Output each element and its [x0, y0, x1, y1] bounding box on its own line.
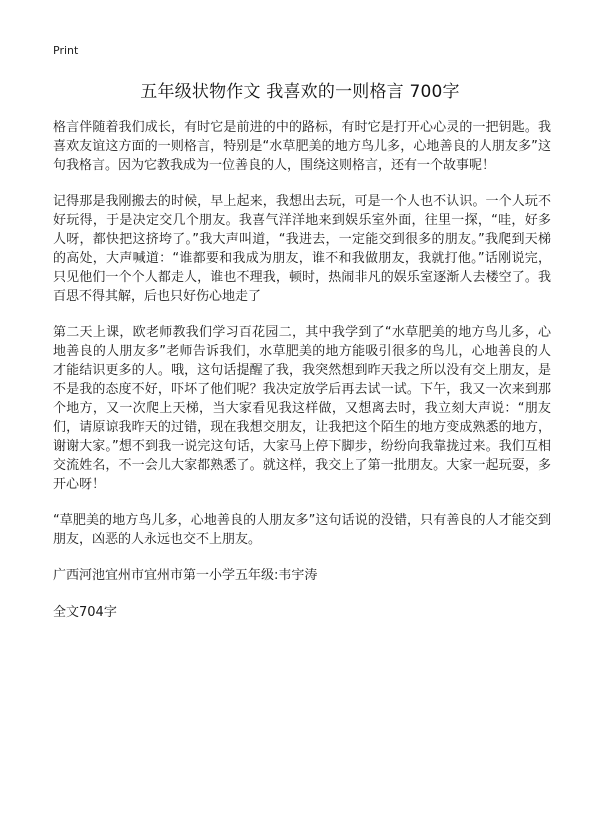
paragraph-3: 第二天上课，欧老师教我们学习百花园二，其中我学到了“水草肥美的地方鸟儿多，心地善良的人朋友多”老师告诉我们，水草肥美的地方能吸引很多的鸟儿，心地善良的人才能结识更多的人。哦，这句话提醒了我，我突然想到昨天我之所以没有交上朋友，是不是我的态度不好，吓坏了他们呢？我决定放学后再去试一试。下午，我又一次来到那个地方，又一次爬上天梯，当大家看见我这样做，又想离去时，我立刻大声说：“朋友们，请原谅我昨天的过错，现在我想交朋友，让我把这个陌生的地方变成熟悉的地方，谢谢大家。”想不到我一说完这句话，大家马上停下脚步，纷纷向我靠拢过来。我们互相交流姓名，不一会儿大家都熟悉了。就这样，我交上了第一批朋友。大家一起玩耍，多开心呀！ — [53, 325, 551, 492]
paragraph-2: 记得那是我刚搬去的时候，早上起来，我想出去玩，可是一个人也不认识。一个人玩不好玩得，于是决定交几个朋友。我喜气洋洋地来到娱乐室外面，往里一探，“哇，好多人呀，都快把这挤垮了。”我大声叫道，“我进去，一定能交到很多的朋友。”我爬到天梯的高处，大声喊道：“谁都要和我成为朋友，谁不和我做朋友，我就打他。”话刚说完，只见他们一个个人都走人，谁也不理我，顿时，热闹非凡的娱乐室逐渐人去楼空了。我百思不得其解，后也只好伤心地走了 — [53, 194, 551, 304]
print-link[interactable]: Print — [53, 44, 79, 57]
author-line: 广西河池宜州市宜州市第一小学五年级:韦宇涛 — [53, 568, 318, 583]
article-body — [53, 118, 551, 622]
paragraph-1: 格言伴随着我们成长，有时它是前进的中的路标，有时它是打开心心灵的一把钥匙。我喜欢友谊这方面的一则格言，特别是“水草肥美的地方鸟儿多，心地善良的人朋友多”这句我格言。因为它教我成为一位善良的人，围绕这则格言，还有一个故事呢！ — [53, 120, 551, 173]
word-count: 全文704字 — [53, 605, 117, 620]
article-title: 五年级状物作文 我喜欢的一则格言 700字 — [140, 82, 460, 102]
paragraph-4: “草肥美的地方鸟儿多，心地善良的人朋友多”这句话说的没错，只有善良的人才能交到朋友，凶恶的人永远也交不上朋友。 — [53, 513, 551, 547]
